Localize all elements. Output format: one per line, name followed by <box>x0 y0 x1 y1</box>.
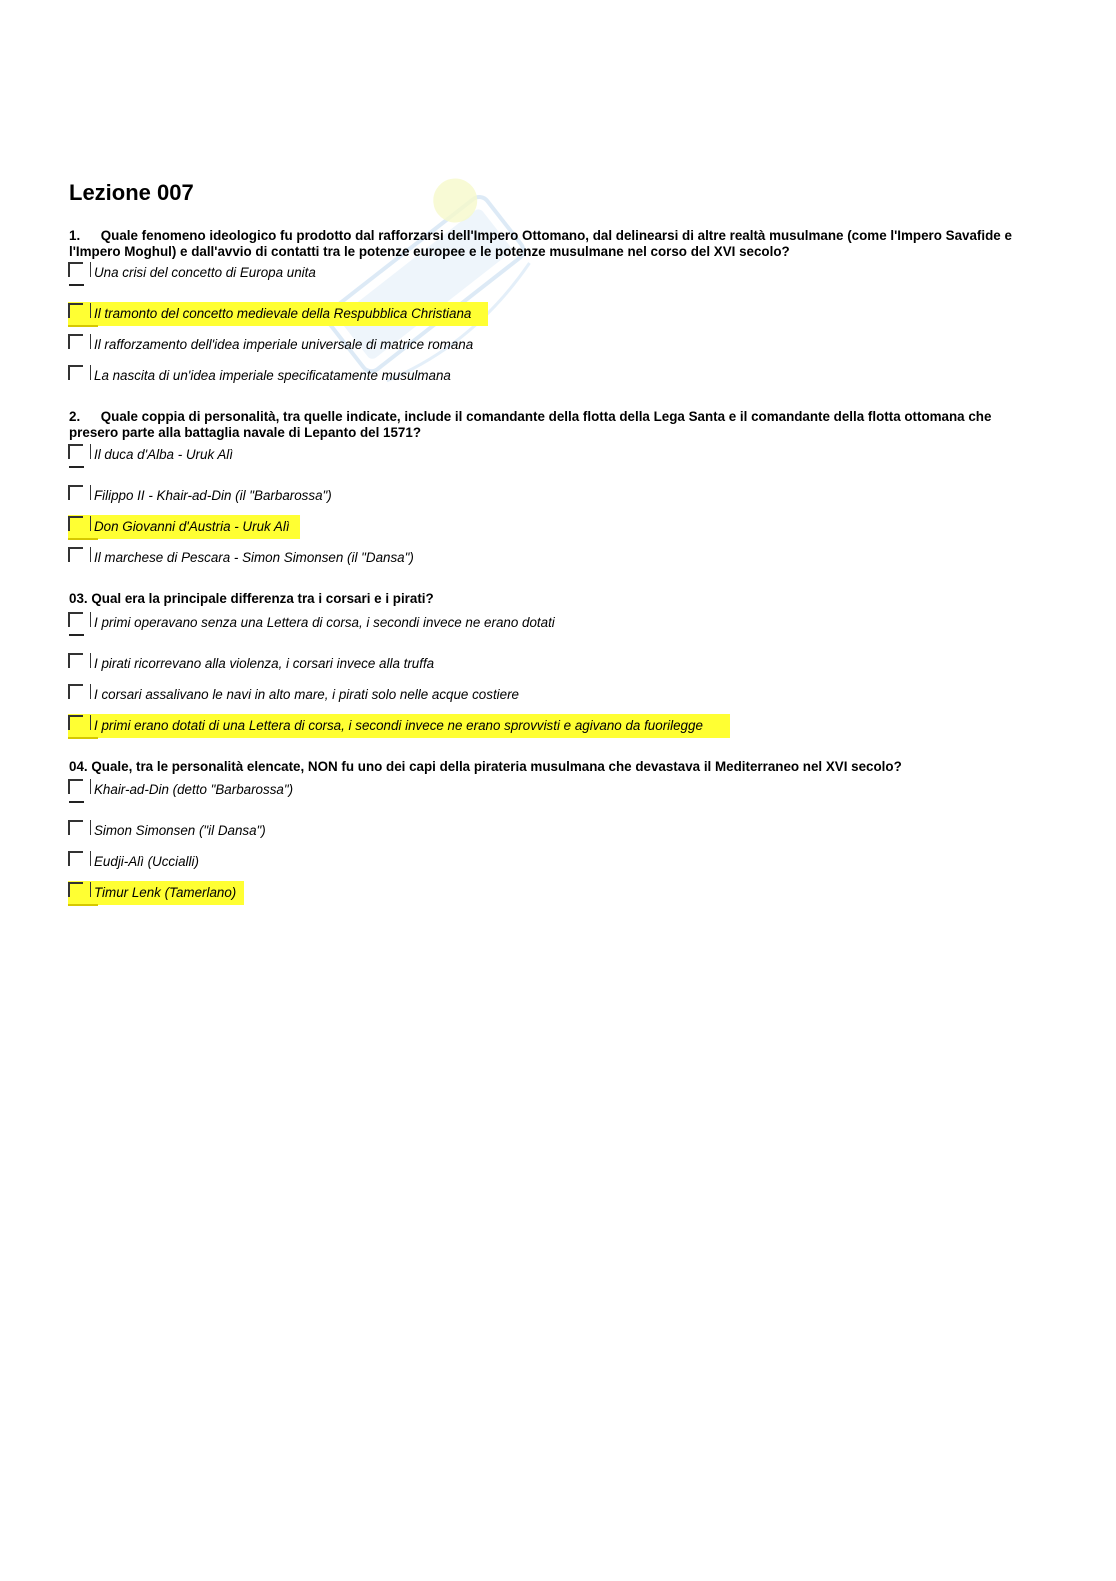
separator-icon <box>90 820 91 835</box>
checkbox-icon[interactable] <box>68 779 83 794</box>
question-number: 2. <box>69 409 81 424</box>
question-body: Quale fenomeno ideologico fu prodotto dal rafforzarsi dell'Impero Ottomano, dal delinearsi di altre realtà musulmane (come l'Impero Savafide e l'Impero Moghul) e dall'avvio di contatti tra le potenze europee e le potenze musulmane nel corso del XVI secolo? <box>69 228 1012 259</box>
option-label: La nascita di un'idea imperiale specificatamente musulmana <box>94 368 451 383</box>
option-label: I primi operavano senza una Lettera di corsa, i secondi invece ne erano dotati <box>94 615 555 630</box>
separator-icon <box>90 444 91 459</box>
dash-icon <box>69 634 84 636</box>
highlight-underline <box>68 904 98 906</box>
highlight-underline <box>68 325 98 327</box>
dash-icon <box>69 466 84 468</box>
highlight-underline <box>68 538 98 540</box>
separator-icon <box>90 547 91 562</box>
checkbox-icon[interactable] <box>68 882 83 897</box>
checkbox-icon[interactable] <box>68 444 83 459</box>
checkbox-icon[interactable] <box>68 365 83 380</box>
option-label: I primi erano dotati di una Lettera di corsa, i secondi invece ne erano sprovvisti e agivano da fuorilegge <box>94 718 703 733</box>
checkbox-icon[interactable] <box>68 334 83 349</box>
question-number: 04. <box>69 759 88 774</box>
separator-icon <box>90 334 91 349</box>
dash-icon <box>69 284 84 286</box>
checkbox-icon[interactable] <box>68 715 83 730</box>
checkbox-icon[interactable] <box>68 547 83 562</box>
checkbox-icon[interactable] <box>68 303 83 318</box>
separator-icon <box>90 715 91 730</box>
question-body: Quale, tra le personalità elencate, NON fu uno dei capi della pirateria musulmana che devastava il Mediterraneo nel XVI secolo? <box>91 759 902 774</box>
dash-icon <box>69 801 84 803</box>
separator-icon <box>90 516 91 531</box>
separator-icon <box>90 303 91 318</box>
separator-icon <box>90 612 91 627</box>
separator-icon <box>90 882 91 897</box>
option-label: Eudji-Alì (Uccialli) <box>94 854 199 869</box>
watermark-logo <box>300 150 560 430</box>
separator-icon <box>90 684 91 699</box>
question-body: Qual era la principale differenza tra i corsari e i pirati? <box>91 591 434 606</box>
separator-icon <box>90 779 91 794</box>
separator-icon <box>90 653 91 668</box>
checkbox-icon[interactable] <box>68 516 83 531</box>
checkbox-icon[interactable] <box>68 612 83 627</box>
checkbox-icon[interactable] <box>68 262 83 277</box>
separator-icon <box>90 851 91 866</box>
question-1-text <box>69 228 1019 260</box>
separator-icon <box>90 365 91 380</box>
option-label: I corsari assalivano le navi in alto mare, i pirati solo nelle acque costiere <box>94 687 519 702</box>
option-label: Simon Simonsen ("il Dansa") <box>94 823 266 838</box>
option-label: Timur Lenk (Tamerlano) <box>94 885 237 900</box>
question-2-text <box>69 409 1019 441</box>
question-3-text <box>69 591 1019 607</box>
option-label: Khair-ad-Din (detto "Barbarossa") <box>94 782 294 797</box>
option-label: Don Giovanni d'Austria - Uruk Alì <box>94 519 290 534</box>
checkbox-icon[interactable] <box>68 851 83 866</box>
separator-icon <box>90 262 91 277</box>
checkbox-icon[interactable] <box>68 684 83 699</box>
question-body: Quale coppia di personalità, tra quelle indicate, include il comandante della flotta della Lega Santa e il comandante della flotta ottomana che presero parte alla battaglia navale di Lepanto del 1571? <box>69 409 992 440</box>
option-label: I pirati ricorrevano alla violenza, i corsari invece alla truffa <box>94 656 435 671</box>
option-label: Una crisi del concetto di Europa unita <box>94 265 316 280</box>
option-label: Il tramonto del concetto medievale della Respubblica Christiana <box>94 306 472 321</box>
option-label: Il duca d'Alba - Uruk Alì <box>94 447 233 462</box>
question-4-text <box>69 759 1019 775</box>
question-number: 03. <box>69 591 88 606</box>
question-number: 1. <box>69 228 81 243</box>
separator-icon <box>90 485 91 500</box>
option-label: Filippo II - Khair-ad-Din (il "Barbarossa") <box>94 488 332 503</box>
checkbox-icon[interactable] <box>68 820 83 835</box>
checkbox-icon[interactable] <box>68 485 83 500</box>
highlight-underline <box>68 737 98 739</box>
checkbox-icon[interactable] <box>68 653 83 668</box>
page-title: Lezione 007 <box>69 180 194 205</box>
option-label: Il marchese di Pescara - Simon Simonsen (il "Dansa") <box>94 550 414 565</box>
option-label: Il rafforzamento dell'idea imperiale universale di matrice romana <box>94 337 474 352</box>
